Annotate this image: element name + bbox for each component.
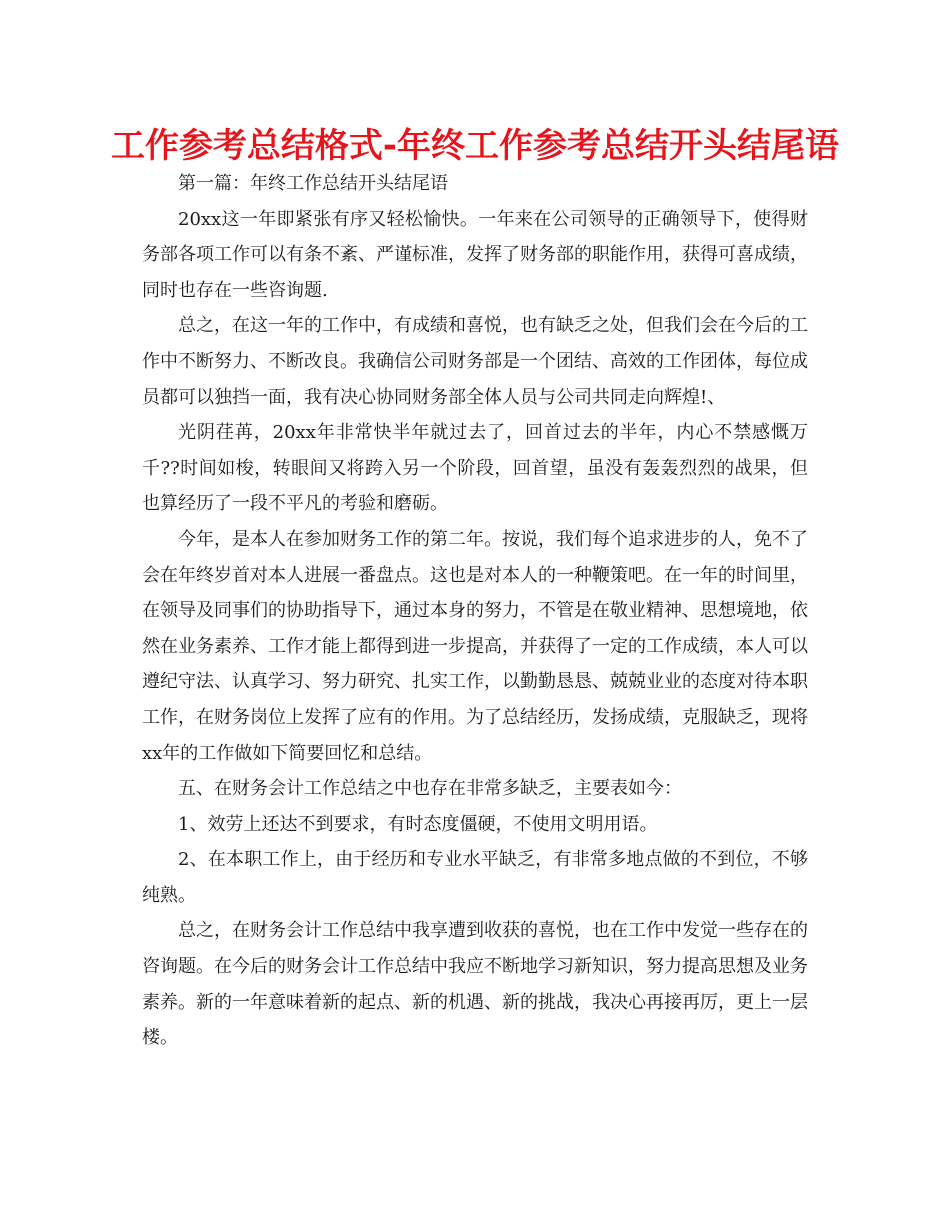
paragraph: 光阴荏苒，20xx年非常快半年就过去了，回首过去的半年，内心不禁感慨万千??时间如梭，转眼间又将跨入另一个阶段，回首望，虽没有轰轰烈烈的战果，但也算经历了一段不平凡的考验和磨砺。 bbox=[142, 422, 808, 515]
paragraph: 总之，在财务会计工作总结中我享遭到收获的喜悦，也在工作中发觉一些存在的咨询题。在今后的财务会计工作总结中我应不断地学习新知识，努力提高思想及业务素养。新的一年意味着新的起点、新的机遇、新的挑战，我决心再接再厉，更上一层楼。 bbox=[142, 920, 808, 1049]
paragraph: 20xx这一年即紧张有序又轻松愉快。一年来在公司领导的正确领导下，使得财务部各项工作可以有条不紊、严谨标准，发挥了财务部的职能作用，获得可喜成绩，同时也存在一些咨询题. bbox=[142, 208, 808, 301]
document-title: 工作参考总结格式-年终工作参考总结开头结尾语 bbox=[110, 126, 840, 166]
document-body bbox=[142, 166, 808, 1056]
list-item: 1、效劳上还达不到要求，有时态度僵硬，不使用文明用语。 bbox=[178, 813, 658, 835]
paragraph: 今年，是本人在参加财务工作的第二年。按说，我们每个追求进步的人，免不了会在年终岁首对本人进展一番盘点。这也是对本人的一种鞭策吧。在一年的时间里，在领导及同事们的协助指导下，通过本身的努力，不管是在敬业精神、思想境地，依然在业务素养、工作才能上都得到进一步提高，并获得了一定的工作成绩，本人可以遵纪守法、认真学习、努力研究、扎实工作，以勤勤恳恳、兢兢业业的态度对待本职工作，在财务岗位上发挥了应有的作用。为了总结经历，发扬成绩，克服缺乏，现将xx年的工作做如下简要回忆和总结。 bbox=[142, 528, 808, 764]
section-heading: 第一篇：年终工作总结开头结尾语 bbox=[178, 173, 448, 194]
list-item: 2、在本职工作上，由于经历和专业水平缺乏，有非常多地点做的不到位，不够纯熟。 bbox=[142, 849, 808, 906]
paragraph: 总之，在这一年的工作中，有成绩和喜悦，也有缺乏之处，但我们会在今后的工作中不断努力、不断改良。我确信公司财务部是一个团结、高效的工作团体，每位成员都可以独挡一面，我有决心协同财务部全体人员与公司共同走向辉煌!、 bbox=[142, 315, 808, 408]
paragraph: 五、在财务会计工作总结之中也存在非常多缺乏，主要表如今： bbox=[178, 778, 682, 800]
